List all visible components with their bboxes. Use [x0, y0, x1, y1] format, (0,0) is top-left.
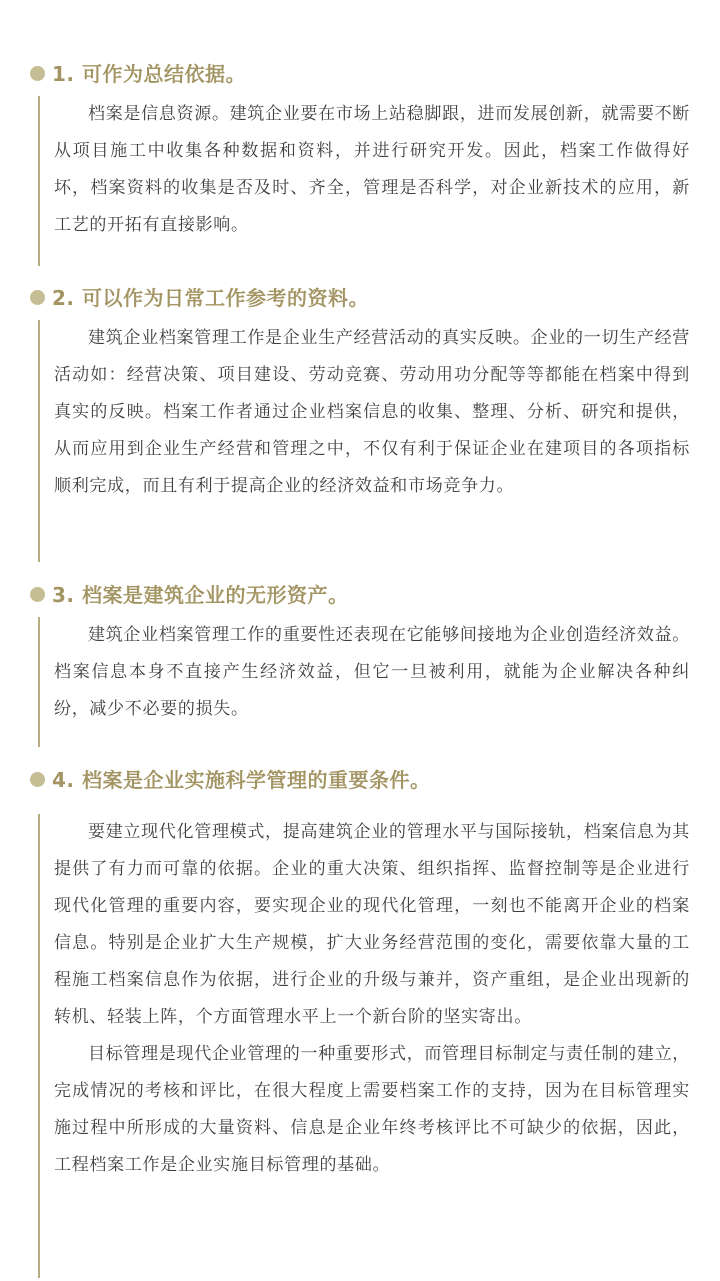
section-title: 4. 档案是企业实施科学管理的重要条件。 [52, 768, 431, 792]
section-body [54, 320, 690, 505]
section-title: 2. 可以作为日常工作参考的资料。 [52, 286, 369, 310]
section-divider-bar [38, 814, 40, 1278]
paragraph: 建筑企业档案管理工作的重要性还表现在它能够间接地为企业创造经济效益。档案信息本身不直接产生经济效益，但它一旦被利用，就能为企业解决各种纠纷，减少不必要的损失。 [54, 625, 690, 719]
paragraph: 目标管理是现代企业管理的一种重要形式，而管理目标制定与责任制的建立，完成情况的考核和评比，在很大程度上需要档案工作的支持，因为在目标管理实施过程中所形成的大量资料、信息是企业年终考核评比不可缺少的依据，因此，工程档案工作是企业实施目标管理的基础。 [54, 1044, 690, 1175]
section-heading [0, 766, 720, 794]
section-heading [0, 60, 720, 88]
section-body [54, 96, 690, 244]
section-body [54, 814, 690, 1184]
paragraph: 档案是信息资源。建筑企业要在市场上站稳脚跟，进而发展创新，就需要不断从项目施工中收集各种数据和资料，并进行研究开发。因此，档案工作做得好坏，档案资料的收集是否及时、齐全，管理是否科学，对企业新技术的应用，新工艺的开拓有直接影响。 [54, 104, 690, 235]
paragraph: 要建立现代化管理模式，提高建筑企业的管理水平与国际接轨，档案信息为其提供了有力而可靠的依据。企业的重大决策、组织指挥、监督控制等是企业进行现代化管理的重要内容，要实现企业的现代化管理，一刻也不能离开企业的档案信息。特别是企业扩大生产规模，扩大业务经营范围的变化，需要依靠大量的工程施工档案信息作为依据，进行企业的升级与兼并，资产重组，是企业出现新的转机、轻装上阵，个方面管理水平上一个新台阶的坚实寄出。 [54, 822, 690, 1027]
section-title: 1. 可作为总结依据。 [52, 62, 246, 86]
section-title: 3. 档案是建筑企业的无形资产。 [52, 583, 349, 607]
section-body [54, 617, 690, 728]
section-heading [0, 284, 720, 312]
section-divider-bar [38, 617, 40, 747]
paragraph: 建筑企业档案管理工作是企业生产经营活动的真实反映。企业的一切生产经营活动如：经营决策、项目建设、劳动竞赛、劳动用功分配等等都能在档案中得到真实的反映。档案工作者通过企业档案信息的收集、整理、分析、研究和提供，从而应用到企业生产经营和管理之中，不仅有利于保证企业在建项目的各项指标顺利完成，而且有利于提高企业的经济效益和市场竞争力。 [54, 328, 690, 496]
section-divider-bar [38, 320, 40, 562]
bullet-dot-icon [30, 66, 45, 81]
section-divider-bar [38, 96, 40, 266]
bullet-dot-icon [30, 772, 45, 787]
bullet-dot-icon [30, 587, 45, 602]
bullet-dot-icon [30, 290, 45, 305]
section-heading [0, 581, 720, 609]
